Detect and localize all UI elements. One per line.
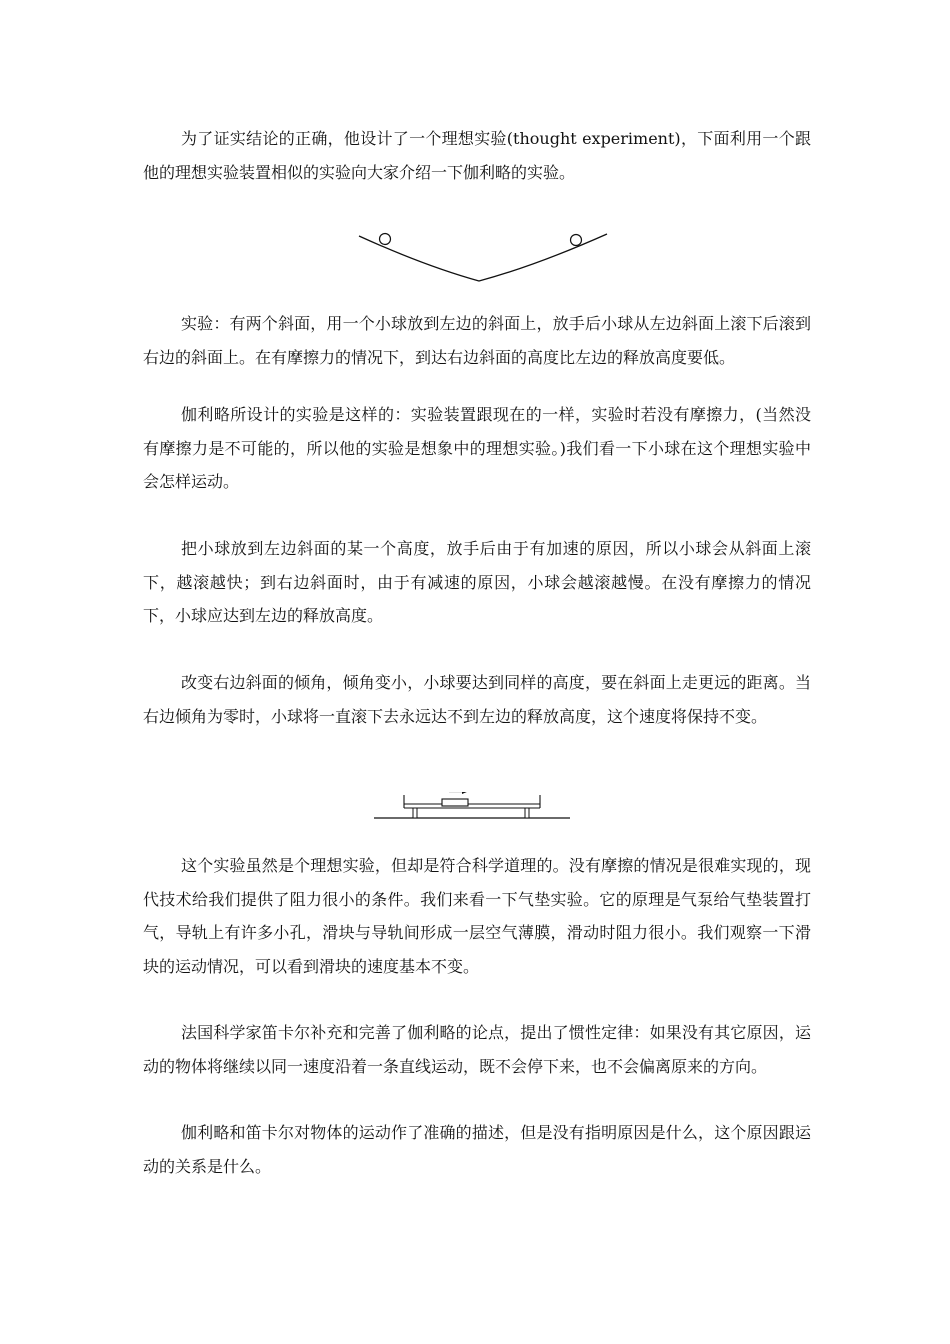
paragraph-conclusion: 伽利略和笛卡尔对物体的运动作了准确的描述，但是没有指明原因是什么，这个原因跟运动的关系是什么。 bbox=[143, 1123, 811, 1176]
left-ball bbox=[380, 234, 391, 245]
paragraph-change-incline: 改变右边斜面的倾角，倾角变小，小球要达到同样的高度，要在斜面上走更远的距离。当右边倾角为零时，小球将一直滚下去永远达不到左边的释放高度，这个速度将保持不变。 bbox=[143, 673, 811, 726]
track-right-leg bbox=[525, 808, 529, 818]
two-incline-ramp-diagram bbox=[355, 228, 611, 284]
motion-arrow-icon bbox=[462, 792, 468, 794]
right-ball bbox=[571, 235, 582, 246]
ramp-curve bbox=[359, 234, 607, 281]
air-track-diagram bbox=[372, 792, 572, 822]
track-left-leg bbox=[413, 808, 417, 818]
paragraph-experiment-with-friction: 实验：有两个斜面，用一个小球放到左边的斜面上，放手后小球从左边斜面上滚下后滚到右边的斜面上。在有摩擦力的情况下，到达右边斜面的高度比左边的释放高度要低。 bbox=[143, 314, 811, 367]
paragraph-descartes-inertia: 法国科学家笛卡尔补充和完善了伽利略的论点，提出了惯性定律：如果没有其它原因，运动的物体将继续以同一速度沿着一条直线运动，既不会停下来，也不会偏离原来的方向。 bbox=[143, 1023, 811, 1076]
glider-block bbox=[442, 799, 468, 806]
paragraph-galileo-design: 伽利略所设计的实验是这样的：实验装置跟现在的一样，实验时若没有摩擦力，(当然没有摩擦力是不可能的，所以他的实验是想象中的理想实验。)我们看一下小球在这个理想实验中会怎样运动。 bbox=[143, 405, 811, 491]
paragraph-air-track: 这个实验虽然是个理想实验，但却是符合科学道理的。没有摩擦的情况是很难实现的，现代技术给我们提供了阻力很小的条件。我们来看一下气垫实验。它的原理是气泵给气垫装置打气，导轨上有许多小孔，滑块与导轨间形成一层空气薄膜，滑动时阻力很小。我们观察一下滑块的运动情况，可以看到滑块的速度基本不变。 bbox=[143, 856, 811, 976]
paragraph-ball-release: 把小球放到左边斜面的某一个高度，放手后由于有加速的原因，所以小球会从斜面上滚下，越滚越快；到右边斜面时，由于有减速的原因，小球会越滚越慢。在没有摩擦力的情况下，小球应达到左边的释放高度。 bbox=[143, 539, 811, 625]
paragraph-thought-experiment-intro: 为了证实结论的正确，他设计了一个理想实验(thought experiment)，下面利用一个跟他的理想实验装置相似的实验向大家介绍一下伽利略的实验。 bbox=[143, 129, 811, 182]
